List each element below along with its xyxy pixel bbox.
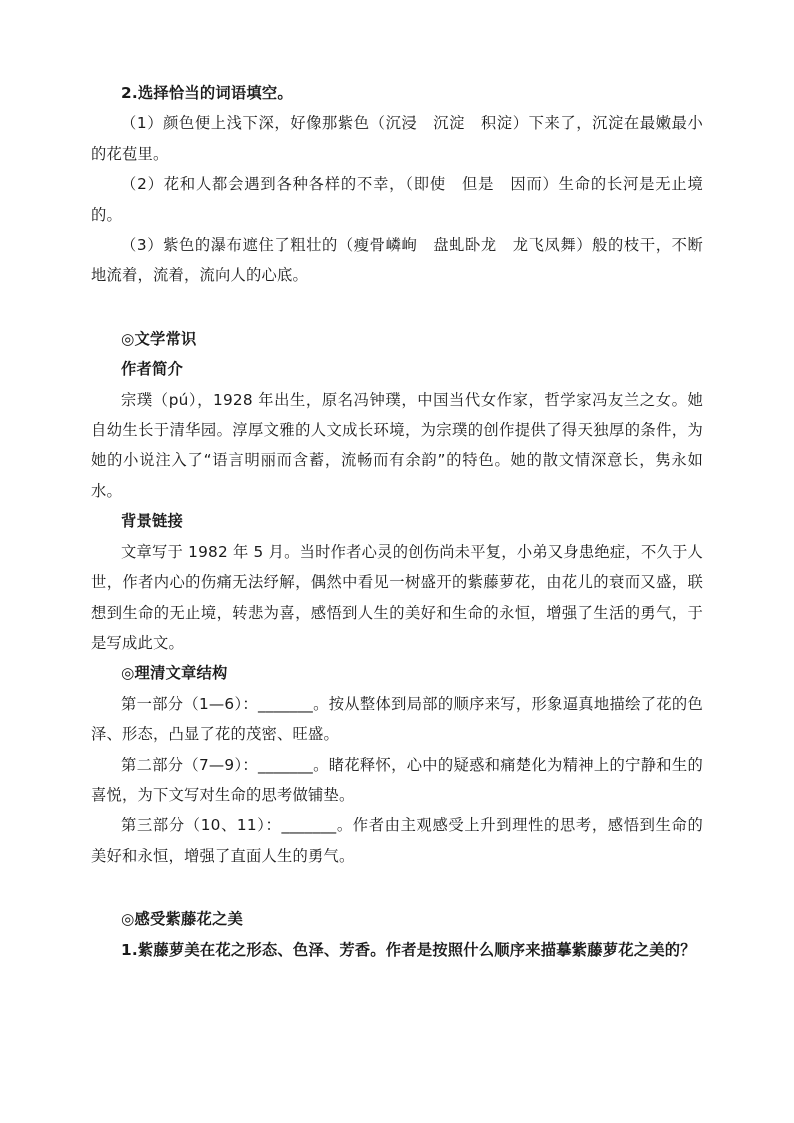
fill-blank: _______ [258, 694, 313, 713]
beauty-question-1: 1.紫藤萝美在花之形态、色泽、芳香。作者是按照什么顺序来描摹紫藤萝花之美的？ [121, 940, 696, 959]
spacer [91, 871, 703, 904]
structure-part-1 [91, 689, 703, 750]
fill-blank: _______ [281, 816, 337, 835]
structure-part-3 [91, 810, 703, 871]
question-2-item-2: （2）花和人都会遇到各种各样的不幸，（即使 但是 因而）生命的长河是无止境的。 [91, 175, 703, 224]
background-text: 文章写于 1982 年 5 月。当时作者心灵的创伤尚未平复，小弟又身患绝症，不久于人世，作者内心的伤痛无法纾解，偶然中看见一树盛开的紫藤萝花，由花儿的衰而又盛，联想到生命的无止境，转悲为喜，感悟到人生的美好和生命的永恒，增强了生活的勇气，于是写成此文。 [91, 542, 703, 652]
background-heading: 背景链接 [121, 512, 183, 531]
part-text: 。作者由主观感受上升到理性的思考，感悟到生命的美好和永恒，增强了直面人生的勇气。 [91, 816, 703, 865]
question-2-item-1: （1）颜色便上浅下深，好像那紫色（沉浸 沉淀 积淀）下来了，沉淀在最嫩最小的花苞里。 [91, 114, 703, 163]
literature-heading: ◎文学常识 [121, 329, 197, 348]
author-text: 宗璞（pú），1928 年出生，原名冯钟璞，中国当代女作家，哲学家冯友兰之女。她自幼生长于清华园。淳厚文雅的人文成长环境，为宗璞的创作提供了得天独厚的条件，为她的小说注入了“语言明丽而含蓄，流畅而有余韵”的特色。她的散文情深意长，隽永如水。 [91, 390, 703, 500]
question-2-title: 2.选择恰当的词语填空。 [121, 84, 293, 102]
structure-part-2 [91, 750, 703, 811]
part-text: 。按从整体到局部的顺序来写，形象逼真地描绘了花的色泽、形态，凸显了花的茂密、旺盛。 [91, 694, 703, 744]
document-page [91, 78, 703, 965]
part-label: 第一部分（1—6）： [121, 694, 259, 713]
part-label: 第二部分（7—9）： [121, 755, 259, 774]
author-heading: 作者简介 [121, 360, 183, 379]
part-text: 。睹花释怀，心中的疑惑和痛楚化为精神上的宁静和生的喜悦，为下文写对生命的思考做铺垫。 [91, 755, 703, 804]
fill-blank: _______ [258, 755, 313, 774]
structure-heading: ◎理清文章结构 [121, 664, 228, 683]
spacer [91, 291, 703, 324]
part-label: 第三部分（10、11）： [121, 816, 282, 835]
beauty-heading: ◎感受紫藤花之美 [121, 910, 244, 929]
question-2-item-3: （3）紫色的瀑布遮住了粗壮的（瘦骨嶙峋 盘虬卧龙 龙飞凤舞）般的枝干，不断地流着，流着，流向人的心底。 [91, 236, 703, 285]
